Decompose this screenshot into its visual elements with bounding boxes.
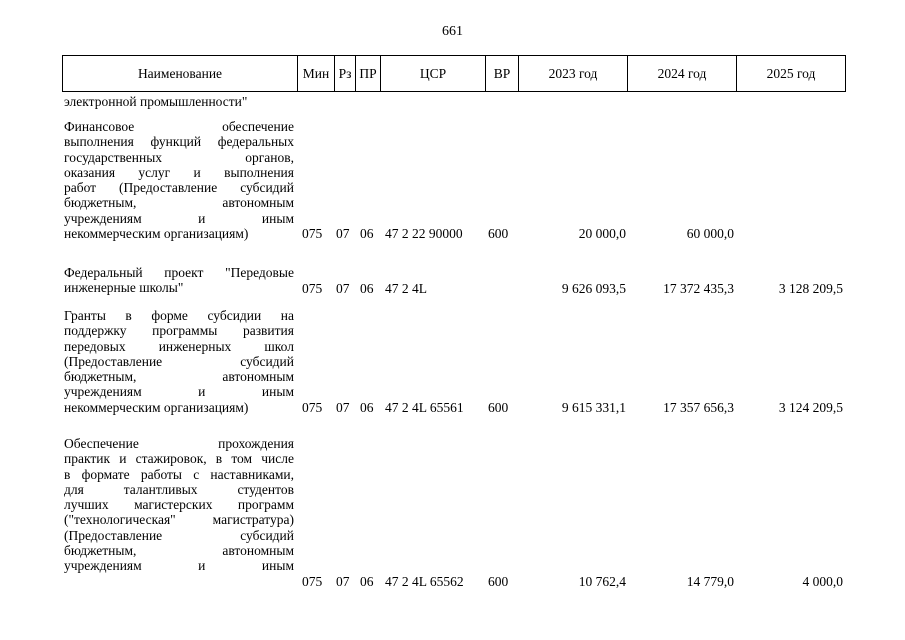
row-name-line: учреждениям и иным (64, 210, 294, 226)
row-name-line: для талантливых студентов (64, 481, 294, 497)
row-name-line: учреждениям и иным (64, 384, 294, 400)
cell-pr: 06 (360, 226, 374, 241)
header-name: Наименование (63, 56, 298, 92)
cell-pr: 06 (360, 400, 374, 415)
row-name-line: работ (Предоставление субсидий (64, 180, 294, 196)
cell-rz: 07 (336, 574, 350, 589)
header-rz: Рз (335, 56, 356, 92)
header-pr: ПР (356, 56, 381, 92)
row-name-line: практик и стажировок, в том числе (64, 451, 294, 467)
row-name-line: некоммерческим организациям) (64, 226, 249, 242)
cell-rz: 07 (336, 400, 350, 415)
row-name-line: бюджетным, автономным (64, 195, 294, 211)
header-vr: ВР (486, 56, 519, 92)
cell-2023: 20 000,0 (578, 226, 626, 241)
cell-vr: 600 (488, 226, 509, 241)
cell-2024: 17 372 435,3 (663, 281, 734, 296)
row-name-line: электронной промышленности" (64, 94, 248, 109)
header-csr: ЦСР (381, 56, 486, 92)
cell-2023: 9 626 093,5 (561, 281, 626, 296)
page-number: 661 (442, 24, 463, 39)
cell-min: 075 (302, 400, 323, 415)
header-2025: 2025 год (737, 56, 846, 92)
cell-2024: 14 779,0 (686, 574, 734, 589)
cell-2023: 9 615 331,1 (561, 400, 626, 415)
cell-2023: 10 762,4 (578, 574, 626, 589)
row-name-line: государственных органов, (64, 149, 294, 165)
cell-min: 075 (302, 281, 323, 296)
cell-2025: 4 000,0 (802, 574, 843, 589)
cell-vr: 600 (488, 574, 509, 589)
row-name-line: оказания услуг и выполнения (64, 164, 294, 180)
cell-min: 075 (302, 574, 323, 589)
row-name-line: выполнения функций федеральных (64, 134, 294, 150)
header-min: Мин (298, 56, 335, 92)
row-name-line: инженерные школы" (64, 280, 184, 296)
cell-vr: 600 (488, 400, 509, 415)
cell-csr: 47 2 4L 65561 (385, 400, 464, 415)
cell-2024: 60 000,0 (686, 226, 734, 241)
cell-2025: 3 124 209,5 (778, 400, 843, 415)
row-name-line: Федеральный проект "Передовые (64, 265, 294, 280)
cell-csr: 47 2 4L 65562 (385, 574, 464, 589)
row-name-line: Гранты в форме субсидии на (64, 308, 294, 323)
row-name-line: бюджетным, автономным (64, 369, 294, 385)
row-name-line: некоммерческим организациям) (64, 399, 249, 415)
cell-rz: 07 (336, 226, 350, 241)
cell-rz: 07 (336, 281, 350, 296)
row-name-line: лучших магистерских программ (64, 497, 294, 513)
row-name-line: ("технологическая" магистратура) (64, 512, 294, 528)
cell-pr: 06 (360, 281, 374, 296)
header-2024: 2024 год (628, 56, 737, 92)
row-name-line: учреждениям и иным (64, 558, 294, 574)
cell-pr: 06 (360, 574, 374, 589)
row-name-line: Финансовое обеспечение (64, 119, 294, 134)
row-name-line: (Предоставление субсидий (64, 353, 294, 369)
row-name-line: в формате работы с наставниками, (64, 466, 294, 482)
row-name-line: поддержку программы развития (64, 323, 294, 339)
row-name-line: (Предоставление субсидий (64, 527, 294, 543)
table-header (62, 55, 846, 92)
row-name-line: бюджетным, автономным (64, 543, 294, 559)
header-2023: 2023 год (519, 56, 628, 92)
cell-csr: 47 2 4L (385, 281, 427, 296)
cell-2025: 3 128 209,5 (778, 281, 843, 296)
cell-min: 075 (302, 226, 323, 241)
row-name-line: передовых инженерных школ (64, 338, 294, 354)
row-name-line: Обеспечение прохождения (64, 436, 294, 451)
cell-csr: 47 2 22 90000 (385, 226, 463, 241)
cell-2024: 17 357 656,3 (663, 400, 734, 415)
